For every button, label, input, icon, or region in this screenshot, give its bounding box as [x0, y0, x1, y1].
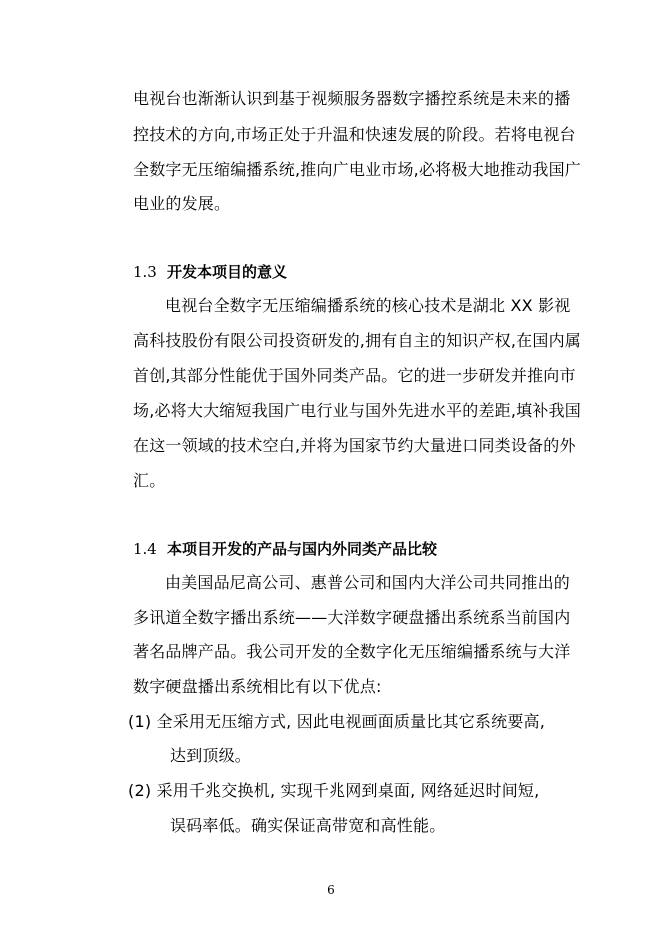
section-1-4-line-2: 多讯道全数字播出系统——大洋数字硬盘播出系统系当前国内 [133, 608, 571, 627]
intro-line-2: 控技术的方向,市场正处于升温和快速发展的阶段。若将电视台 [133, 125, 576, 144]
section-1-3-line-6: 汇。 [133, 471, 166, 490]
section-number: 1.3 [133, 263, 157, 281]
section-1-4-line-1: 由美国品尼高公司、惠普公司和国内大洋公司共同推出的 [165, 573, 571, 592]
list-item-2-line-2: 误码率低。确实保证高带宽和高性能。 [170, 816, 446, 835]
section-1-3-line-1: 电视台全数字无压缩编播系统的核心技术是湖北 XX 影视 [165, 296, 571, 315]
section-number: 1.4 [133, 540, 157, 558]
section-1-4-line-4: 数字硬盘播出系统相比有以下优点: [133, 677, 382, 696]
section-1-3-line-5: 在这一领域的技术空白,并将为国家节约大量进口同类设备的外 [133, 436, 576, 455]
intro-line-1: 电视台也渐渐认识到基于视频服务器数字播控系统是未来的播 [133, 89, 571, 108]
section-1-3-line-4: 场,必将大大缩短我国广电行业与国外先进水平的差距,填补我国 [133, 401, 581, 420]
list-item-1-line-1: (1) 全采用无压缩方式, 因此电视画面质量比其它系统要高, [128, 712, 546, 731]
list-item-2-line-1: (2) 采用千兆交换机, 实现千兆网到桌面, 网络延迟时间短, [128, 781, 540, 800]
section-title: 开发本项目的意义 [167, 263, 288, 281]
section-1-3-line-2: 高科技股份有限公司投资研发的,拥有自主的知识产权,在国内属 [133, 331, 581, 350]
section-1-3-line-3: 首创,其部分性能优于国外同类产品。它的进一步研发并推向市 [133, 366, 576, 385]
list-item-1-line-2: 达到顶级。 [170, 746, 252, 765]
page-number: 6 [327, 883, 335, 897]
section-1-3-heading [133, 262, 287, 282]
section-title: 本项目开发的产品与国内外同类产品比较 [167, 540, 438, 558]
intro-line-3: 全数字无压缩编播系统,推向广电业市场,必将极大地推动我国广 [133, 160, 581, 179]
section-1-4-line-3: 著名品牌产品。我公司开发的全数字化无压缩编播系统与大洋 [133, 642, 571, 661]
section-1-4-heading [133, 539, 437, 559]
intro-line-4: 电业的发展。 [133, 194, 231, 213]
